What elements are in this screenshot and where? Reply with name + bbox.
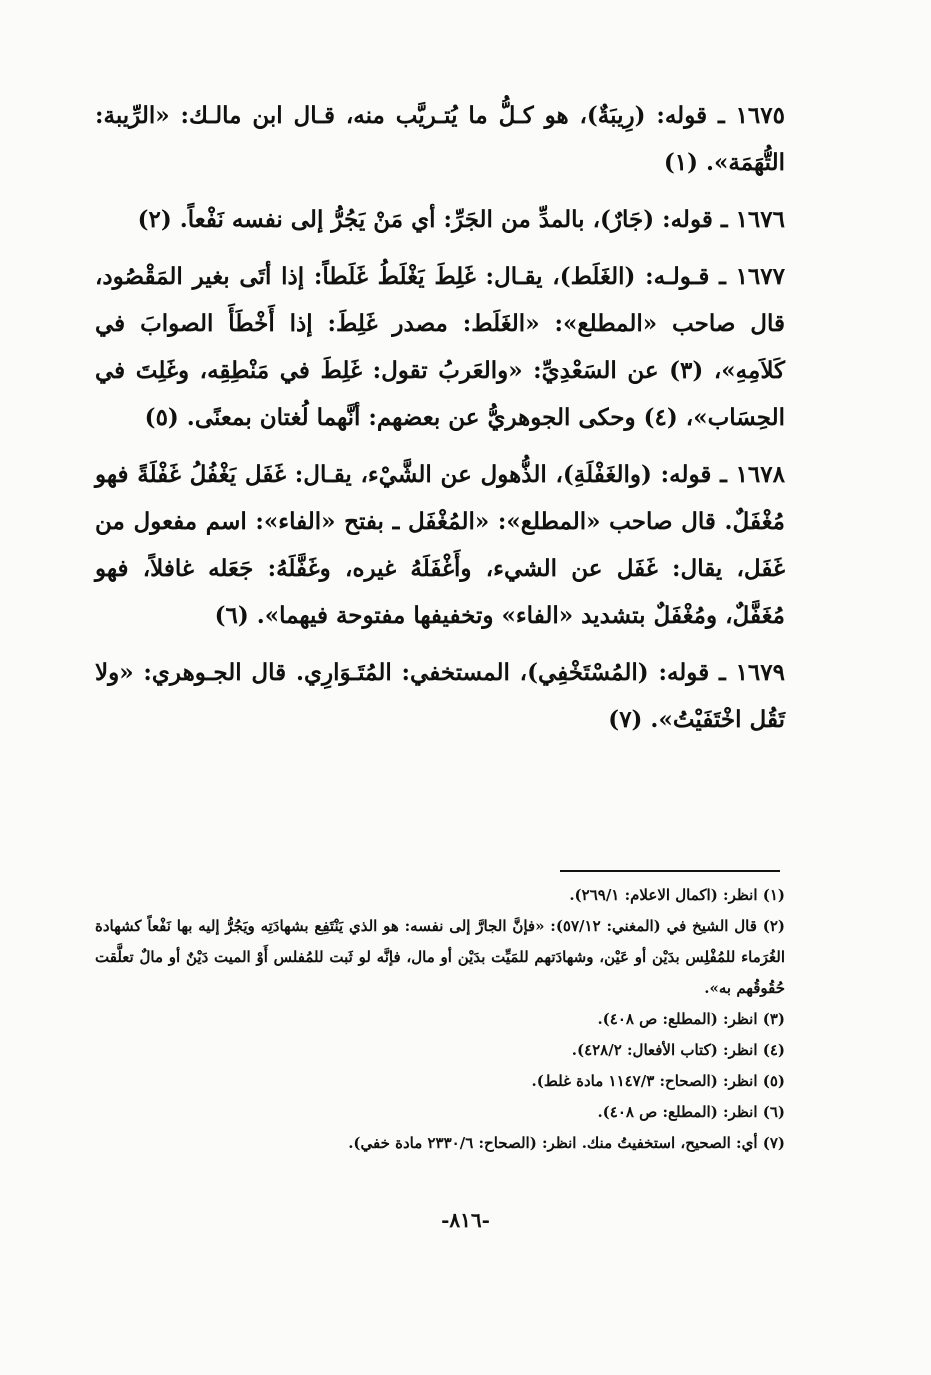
footnote-4: (٤) انظر: (كتاب الأفعال: ٤٢٨/٢). xyxy=(571,1041,785,1059)
page-number: -٨١٦- xyxy=(441,1208,490,1232)
footnotes xyxy=(95,880,785,1159)
paragraph-1677: ١٦٧٧ ـ قـولـه: (الغَلَط)، يقـال: غَلِطَ يَغْلَطُ غَلَطاً: إذا أتَى بغير المَقْصُود، قال صاحب «المطلع»: «الغَلَط: مصدر غَلِطَ: إذا أَخْطَأَ الصوابَ في كَلاَمِهِ»، (٣) عن السَعْدِيِّ: «والعَربُ تقول: غَلِطَ في مَنْطِقِه، وغَلِتَ في الحِسَاب»، (٤) وحكى الجوهريُّ عن بعضهم: أنَّهما لُغتان بمعنًى. (٥) xyxy=(95,263,785,431)
footnote-6: (٦) انظر: (المطلع: ص ٤٠٨). xyxy=(597,1103,785,1121)
footnote-7: (٧) أي: الصحيح، استخفيتُ منك. انظر: (الصحاح: ٢٣٣٠/٦ مادة خفي). xyxy=(348,1134,785,1152)
paragraph-1675: ١٦٧٥ ـ قوله: (رِيبَةٌ)، هو كـلُّ ما يُتـريَّب منه، قـال ابن مالـك: «الرِّيبة: التُّهَمَة». (١) xyxy=(95,102,785,176)
footnote-5: (٥) انظر: (الصحاح: ١١٤٧/٣ مادة غلط). xyxy=(531,1072,785,1090)
paragraph-1676: ١٦٧٦ ـ قوله: (جَارٌ)، بالمدِّ من الجَرِّ: أي مَنْ يَجُرُّ إلى نفسه نَفْعاً. (٢) xyxy=(137,206,785,233)
footnote-2: (٢) قال الشيخ في (المغني: ٥٧/١٢): «فإنَّ الجارَّ إلى نفسه: هو الذي يَنْتَفِع بشهادَتِه ويَجُرُّ إليه بها نَفْعاً كشهادة الغُرَماء للمُفْلِس بدَيْن أو عَيْن، وشهادَتهم للمَيِّت بدَيْن أو مال، فإنَّه لو ثَبت للمُفلس أَوْ الميت دَيْنٌ أو مالٌ تعلَّقت حُقُوقُهم به». xyxy=(95,917,785,997)
footnote-3: (٣) انظر: (المطلع: ص ٤٠٨). xyxy=(597,1010,785,1028)
paragraph-1679: ١٦٧٩ ـ قوله: (المُسْتَخْفِي)، المستخفي: المُتَـوَارِي. قال الجـوهري: «ولا تَقُل اخْتَفَيْتُ». (٧) xyxy=(95,659,785,733)
footnote-1: (١) انظر: (اكمال الاعلام: ٢٦٩/١). xyxy=(569,886,785,904)
footnote-separator xyxy=(560,870,780,872)
paragraph-1678: ١٦٧٨ ـ قوله: (والغَفْلَةِ)، الذُّهول عن الشَّيْء، يقـال: غَفَل يَغْفُلُ غَفْلَةً فهو مُغْفَلٌ. قال صاحب «المطلع»: «المُغْفَل ـ بفتح «الفاء»: اسم مفعول من غَفَل، يقال: غَفَل عن الشيء، وأَغْفَلَهُ غيره، وغَفَّلَهُ: جَعَله غافلاً، فهو مُغَفَّلٌ، ومُغْفَلٌ بتشديد «الفاء» وتخفيفها مفتوحة فيهما». (٦) xyxy=(95,461,785,629)
main-text xyxy=(95,92,785,751)
